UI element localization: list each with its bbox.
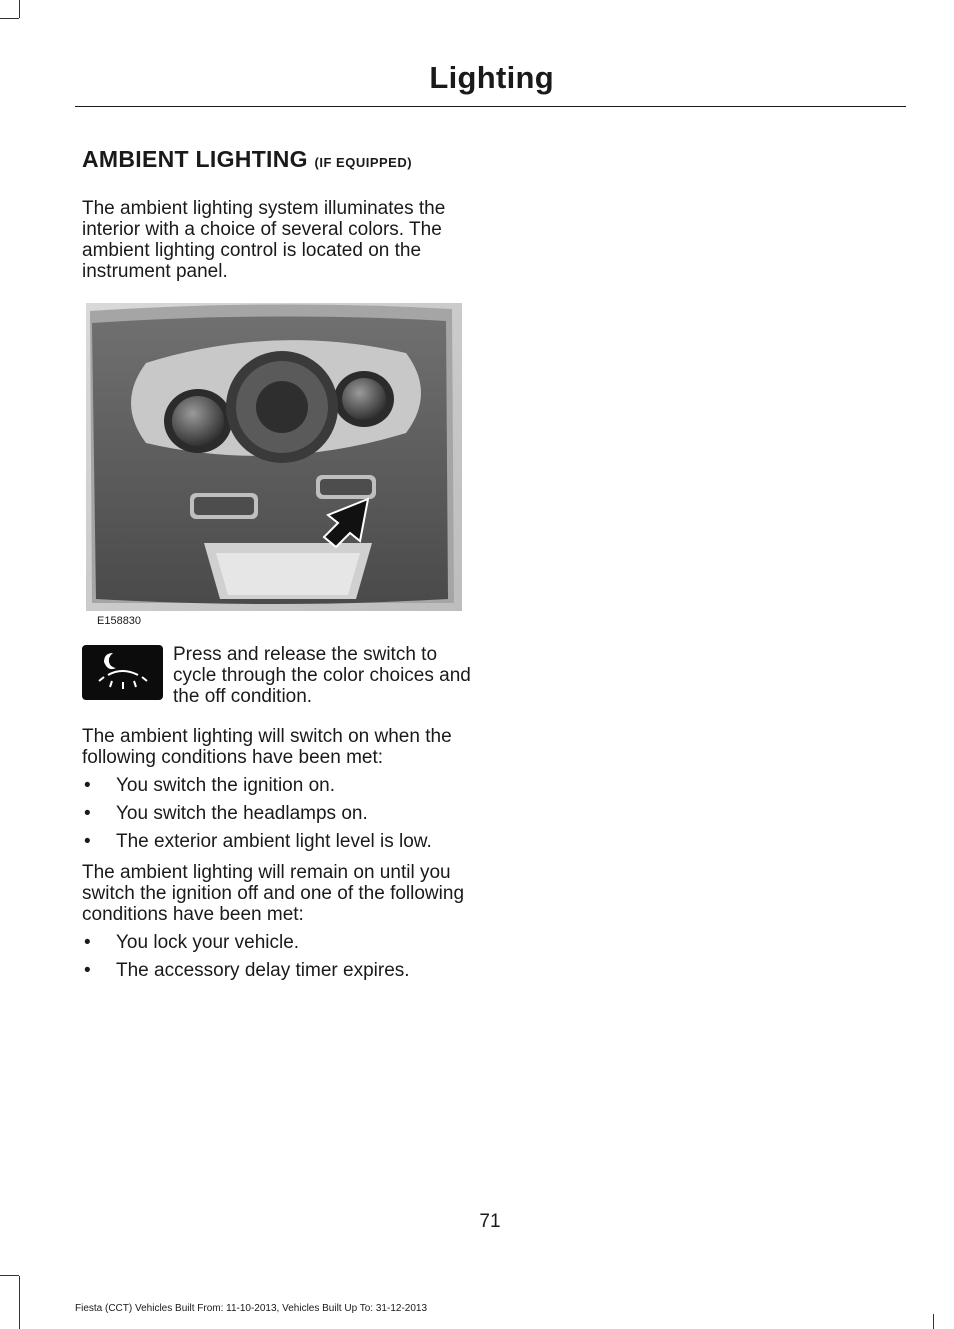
- crop-mark: [0, 1275, 19, 1276]
- page-title: Lighting: [429, 60, 554, 95]
- header-rule: [75, 106, 906, 107]
- crop-mark: [19, 0, 20, 18]
- dashboard-figure: [86, 303, 462, 611]
- list-item: • You switch the ignition on.: [84, 775, 336, 796]
- crop-mark: [19, 1276, 20, 1329]
- remain-on-list: [82, 932, 474, 988]
- list-item: • You switch the headlamps on.: [84, 803, 368, 824]
- switch-on-list: [82, 775, 474, 859]
- switch-instruction: Press and release the switch to cycle through the color choices and the off condition.: [173, 644, 471, 707]
- figure-caption: E158830: [97, 615, 142, 627]
- section-heading-suffix: (IF EQUIPPED): [314, 155, 413, 170]
- section-heading: [82, 146, 472, 173]
- section-heading-block: [82, 146, 472, 173]
- page-number: 71: [479, 1211, 501, 1232]
- section-heading-text: AMBIENT LIGHTING: [82, 146, 308, 172]
- switch-on-paragraph: The ambient lighting will switch on when the following conditions have been met:: [82, 726, 452, 768]
- crop-mark: [0, 18, 19, 19]
- intro-paragraph: The ambient lighting system illuminates the interior with a choice of several colors. The ambient lighting control is located on the instrument panel.: [82, 198, 446, 282]
- dashboard-photo: [86, 303, 462, 611]
- list-item: • You lock your vehicle.: [84, 932, 300, 953]
- list-item: • The accessory delay timer expires.: [84, 960, 410, 981]
- ambient-light-icon: [82, 645, 163, 700]
- footer-text: Fiesta (CCT) Vehicles Built From: 11-10-2013, Vehicles Built Up To: 31-12-2013: [75, 1303, 428, 1314]
- crop-mark: [933, 1314, 934, 1329]
- list-item: • The exterior ambient light level is low.: [84, 831, 432, 852]
- remain-on-paragraph: The ambient lighting will remain on until you switch the ignition off and one of the following conditions have been met:: [82, 862, 465, 925]
